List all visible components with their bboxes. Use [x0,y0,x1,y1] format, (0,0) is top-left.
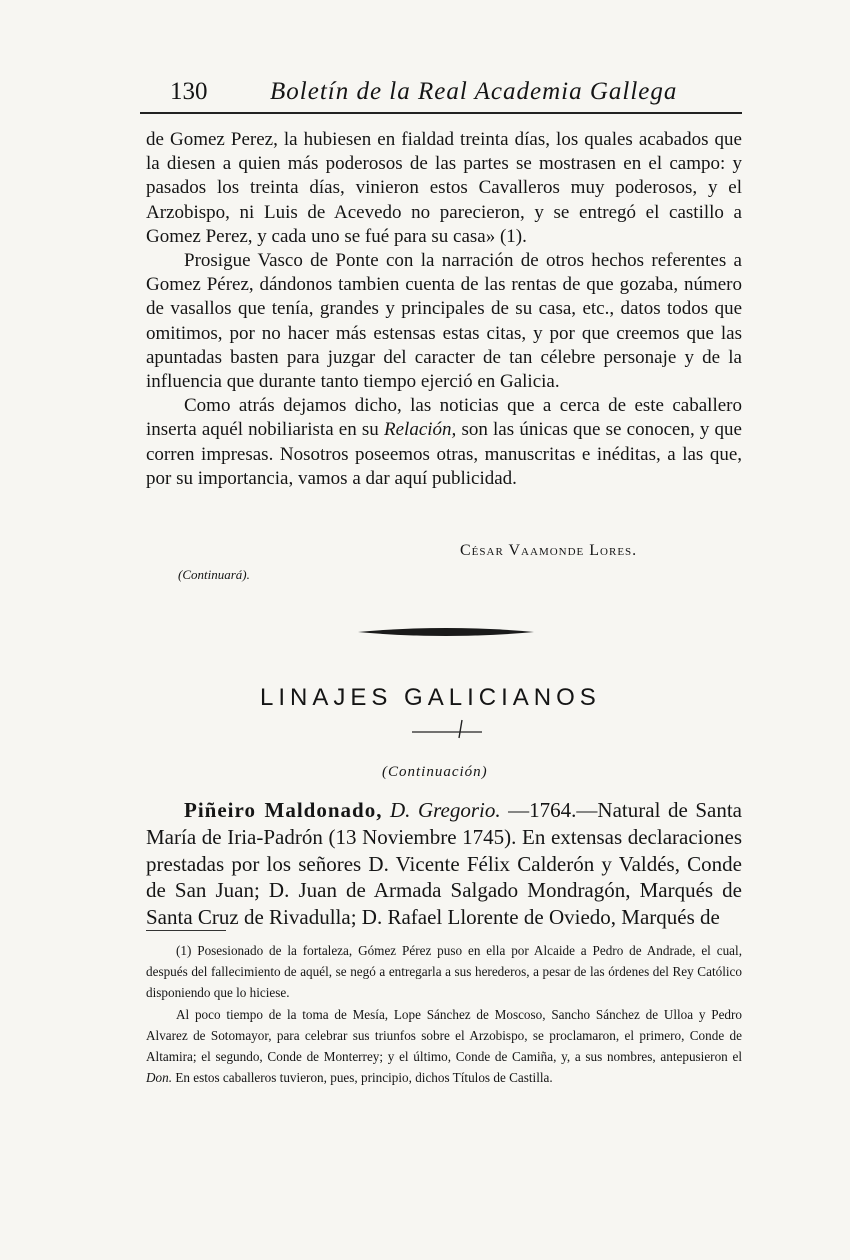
page-number: 130 [170,78,208,105]
running-title: Boletín de la Real Academia Gallega [270,78,678,105]
ornament-divider [356,625,536,639]
lineage-given-name: D. Gregorio. [390,798,501,822]
paragraph-1: de Gomez Perez, la hubiesen en fialdad treinta días, los quales acabados que la diesen a quien más poderosos de las partes se mostrasen en el campo: y pasados los treinta días, vinieron estos Cavalleros muy poderosos, y el Arzobispo, ni Luis de Acevedo no parecieron, y se entregó el castillo a Gomez Perez, y cada uno se fué para su casa» (1). [146,129,742,247]
title-ornament [410,718,484,740]
continuation-note: (Continuación) [382,764,488,780]
footnote-rule [146,930,226,931]
author-signature: César Vaamonde Lores. [460,542,638,559]
lineage-paragraph [146,797,742,931]
header-rule [140,112,742,114]
paragraph-2: Prosigue Vasco de Ponte con la narración de otros hechos referentes a Gomez Pérez, dándonos tambien cuenta de las rentas de que gozaba, número de vasallos que tenía, grandes y principales de su casa, etc., datos todos que omitimos, por no hacer más estensas estas citas, y por que creemos que las apuntadas basten para juzgar del caracter de tan célebre personaje y de la influencia que durante tanto tiempo ejerció en Galicia. [146,250,742,393]
relacion-italic: Relación, [384,419,457,441]
continued-note: (Continuará). [178,567,250,582]
footnote-1: (1) Posesionado de la fortaleza, Gómez Pérez puso en ella por Alcaide a Pedro de Andrade, el cual, después del fallecimiento de aquél, se negó a entregarla a sus herederos, a pesar de las órdenes del Rey Católico disponiendo que lo hiciese. [146,943,742,1001]
lineage-entry [146,797,742,931]
page-header [140,74,742,114]
footnotes [146,940,742,1088]
article-body [146,128,742,491]
lineage-name: Piñeiro Maldonado, [184,798,383,822]
don-italic: Don. [146,1070,173,1086]
paragraph-3-text: Como atrás dejamos dicho, las noticias que a cerca de este caballero inserta aquél nobiliarista en su [146,395,742,441]
section-title: LINAJES GALICIANOS [260,684,601,711]
lineage-text: —1764.—Natural de Santa María de Iria-Padrón (13 Noviembre 1745). En extensas declaraciones prestadas por los señores D. Vicente Félix Calderón y Valdés, Conde de San Juan; D. Juan de Armada Salgado Mondragón, Marqués de Santa Cruz de Rivadulla; D. Rafael Llorente de Oviedo, Marqués de [146,798,742,930]
footnote-2-text: Al poco tiempo de la toma de Mesía, Lope Sánchez de Moscoso, Sancho Sánchez de Ulloa y Pedro Alvarez de Sotomayor, para celebrar sus triunfos sobre el Arzobispo, se proclamaron, el primero, Conde de Altamira; el segundo, Conde de Monterrey; y el último, Conde de Camiña, y, a sus nombres, antepusieron el [146,1006,742,1065]
footnote-2 [146,1004,742,1089]
paragraph-3 [146,394,742,491]
footnote-2-text-end: En estos caballeros tuvieron, pues, principio, dichos Títulos de Castilla. [172,1070,553,1086]
paragraph-3-text-end: son las únicas que se conocen, y que corren impresas. Nosotros poseemos otras, manuscritas e inéditas, a las que, por su importancia, vamos a dar aquí publicidad. [146,419,742,489]
